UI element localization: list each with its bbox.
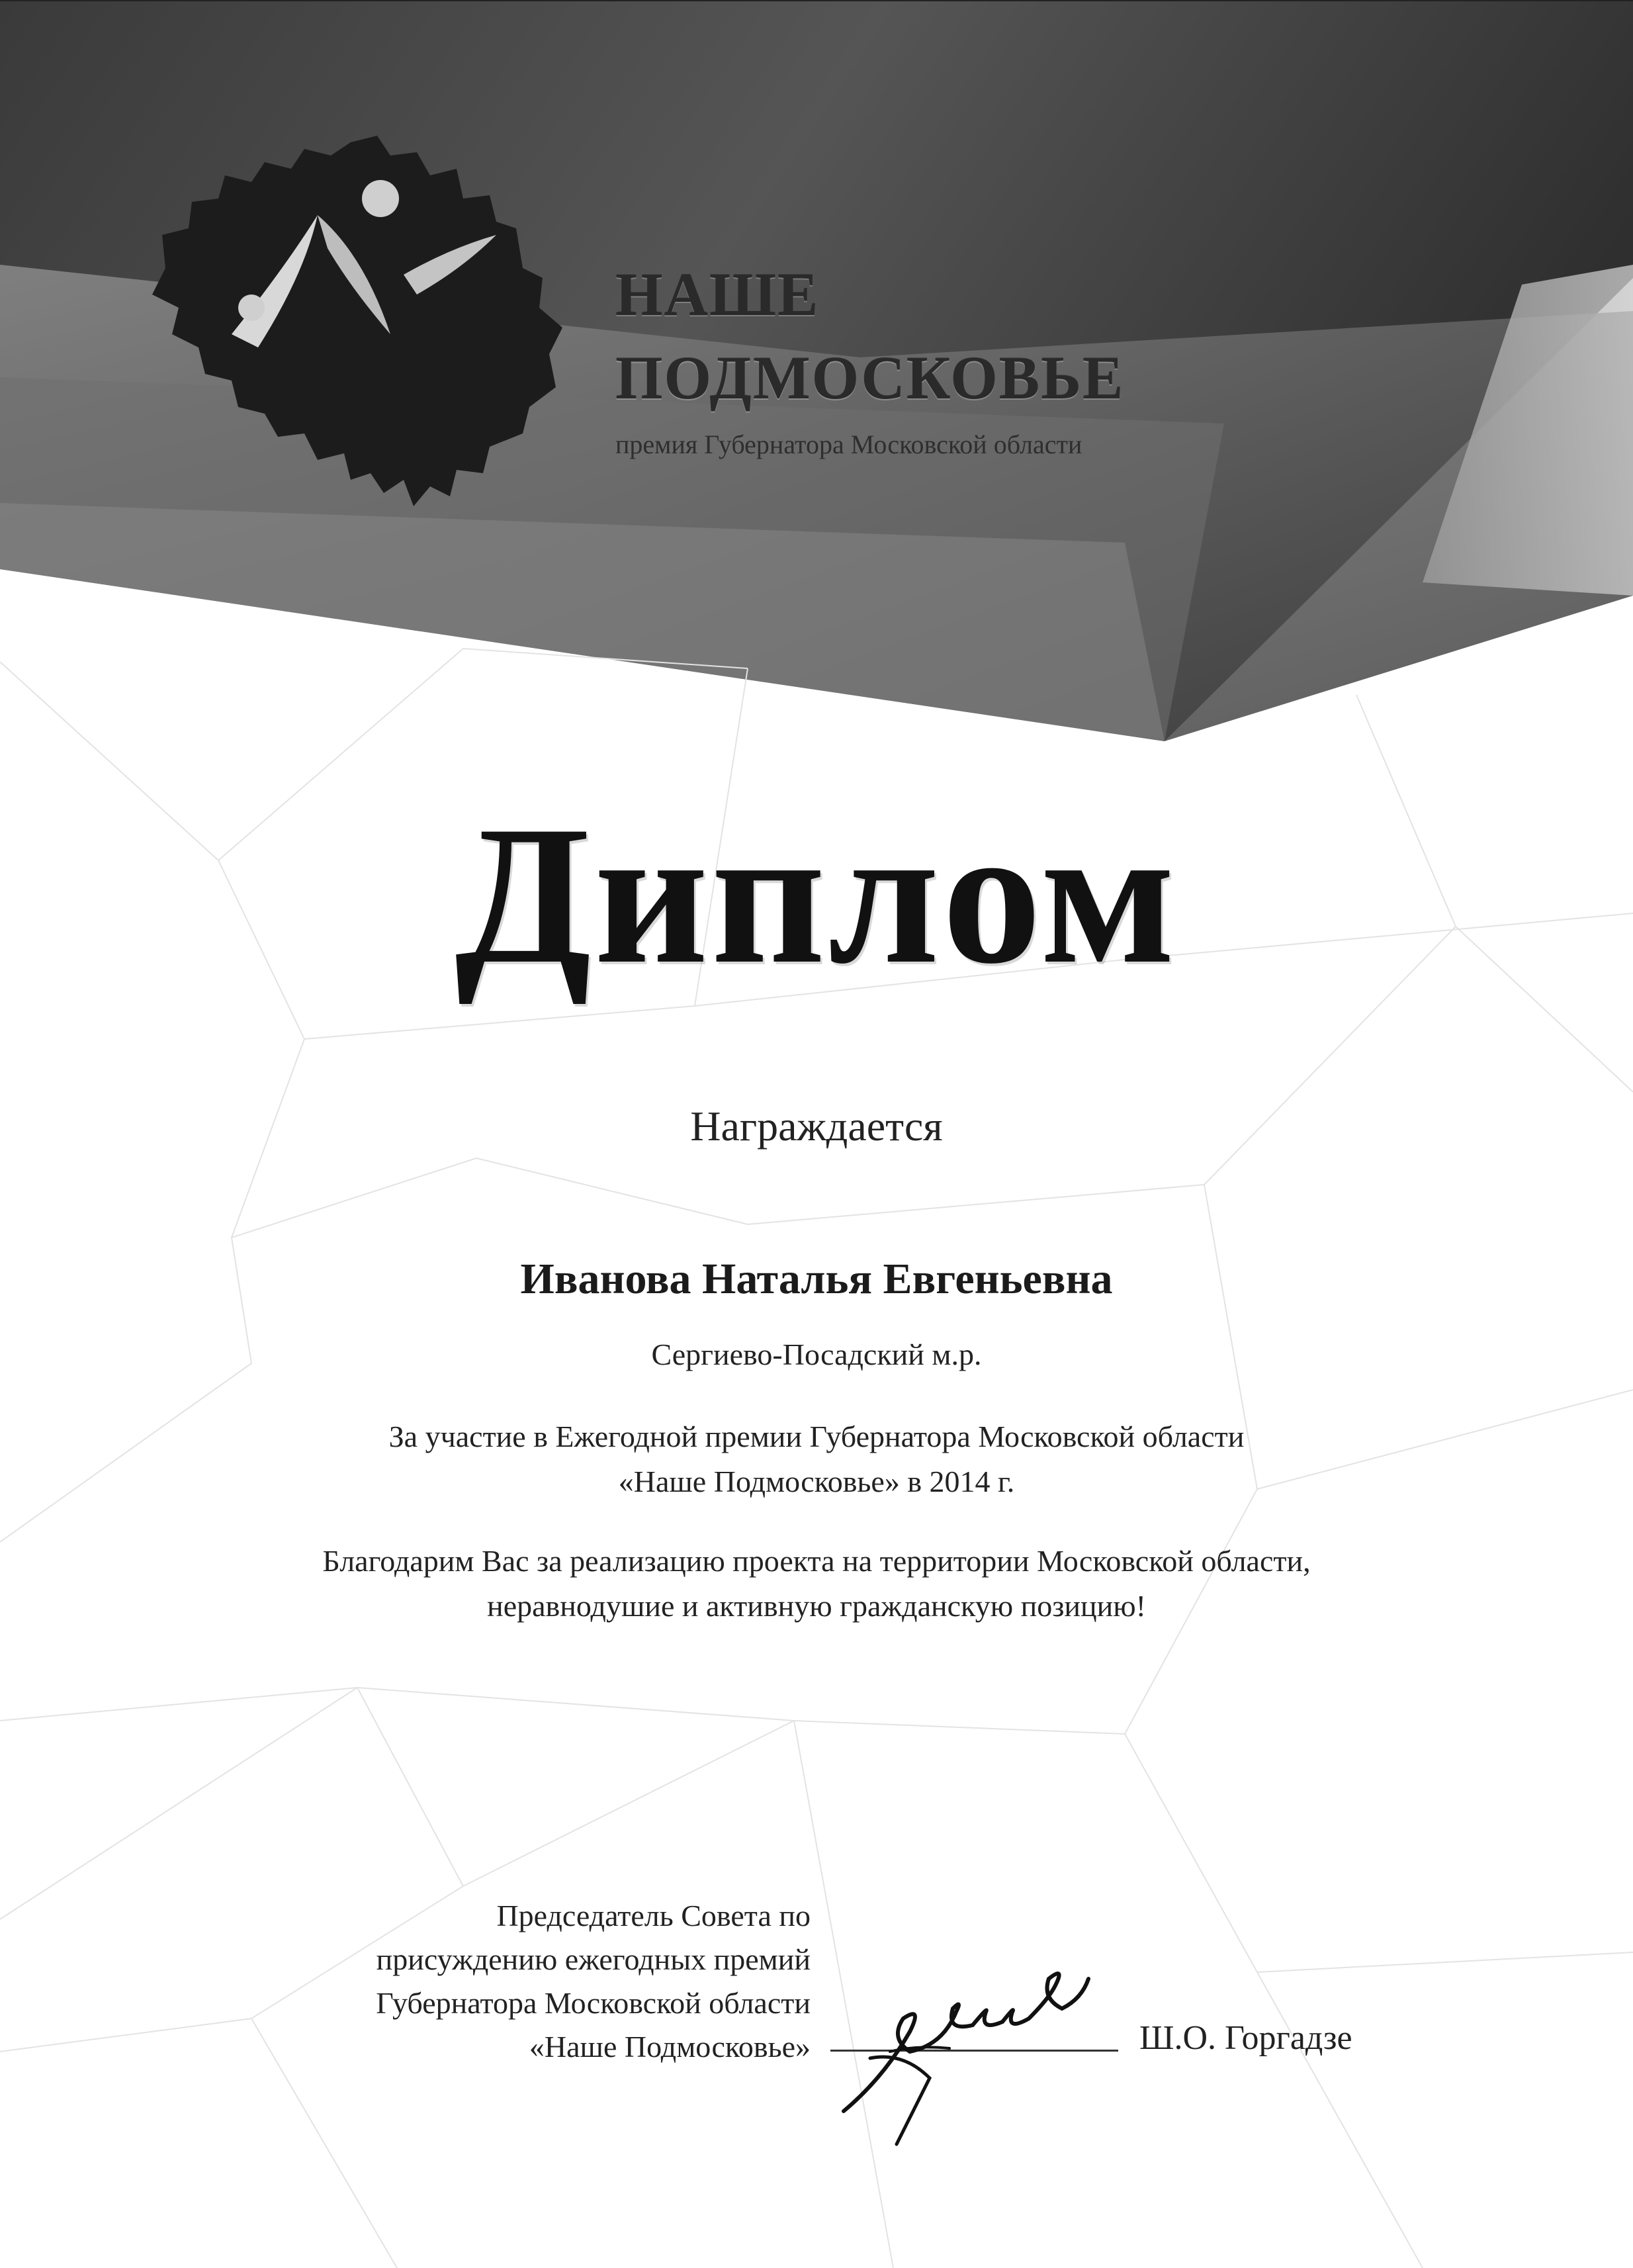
brand-subtitle: премия Губернатора Московской области xyxy=(615,430,1082,459)
thanks-text xyxy=(0,1539,1633,1629)
diploma-title: Диплом xyxy=(455,785,1178,1005)
signer-position-line-2: присуждению ежегодных премий xyxy=(376,1942,811,1976)
signer-position-line-3: Губернатора Московской области xyxy=(376,1986,811,2020)
brand-title-line2: ПОДМОСКОВЬЕ xyxy=(615,344,1125,412)
signer-name: Ш.О. Горгадзе xyxy=(1139,2019,1352,2057)
participation-text xyxy=(0,1414,1633,1504)
handwritten-signature xyxy=(830,1946,1115,2157)
signer-position xyxy=(265,1894,811,2069)
awarded-label: Награждается xyxy=(690,1103,943,1150)
participation-line-2: «Наше Подмосковье» в 2014 г. xyxy=(618,1465,1015,1498)
signer-position-line-4: «Наше Подмосковье» xyxy=(529,2030,811,2064)
recipient-name: Иванова Наталья Евгеньевна xyxy=(520,1255,1113,1303)
thanks-line-2: неравнодушие и активную гражданскую позицию! xyxy=(487,1589,1146,1623)
brand-title-line1: НАШЕ xyxy=(615,261,820,328)
moscow-oblast-map-icon xyxy=(152,136,569,506)
signer-position-line-1: Председатель Совета по xyxy=(496,1899,811,1932)
recipient-district: Сергиево-Посадский м.р. xyxy=(651,1338,982,1371)
participation-line-1: За участие в Ежегодной премии Губернатора Московской области xyxy=(388,1420,1245,1453)
thanks-line-1: Благодарим Вас за реализацию проекта на территории Московской области, xyxy=(322,1544,1311,1578)
